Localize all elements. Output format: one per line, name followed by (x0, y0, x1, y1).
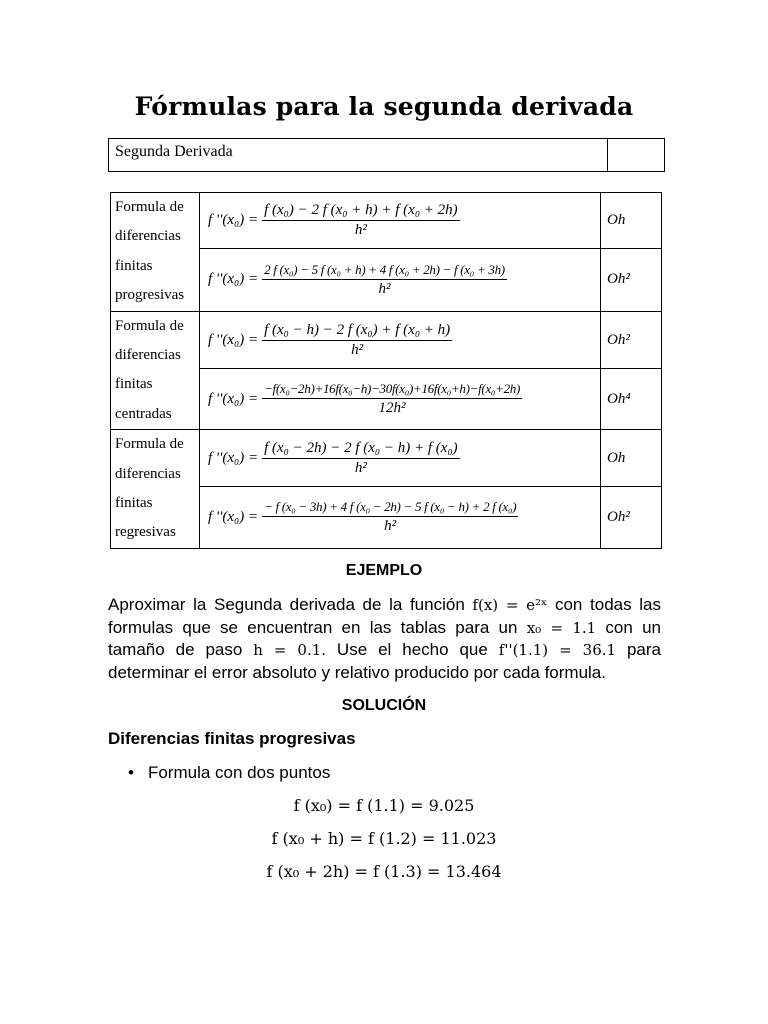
formula-numerator: − f (x₀ − 3h) + 4 f (x₀ − 2h) − 5 f (x₀ − h) + 2 f (x₀) (262, 499, 518, 517)
formula-denominator: h² (354, 221, 367, 238)
formula-denominator: h² (384, 518, 397, 535)
formula-numerator: f (x₀ − 2h) − 2 f (x₀ − h) + f (x₀) (262, 440, 460, 459)
example-text: con un tamaño de paso (108, 617, 661, 659)
formula-numerator: 2 f (x₀) − 5 f (x₀ + h) + 4 f (x₀ + 2h) − f (x₀ + 3h) (262, 262, 507, 280)
formula-equation (208, 381, 600, 417)
example-text: Aproximar la Segunda derivada de la función (108, 595, 473, 614)
formula-table (110, 192, 662, 549)
formula-lhs: f ''(x₀) = (208, 449, 259, 466)
header-table (108, 138, 665, 172)
formula-numerator: f (x₀) − 2 f (x₀ + h) + f (x₀ + 2h) (262, 202, 460, 221)
formula-lhs: f ''(x₀) = (208, 271, 259, 288)
formula-row (111, 430, 662, 487)
formula-lhs: f ''(x₀) = (208, 508, 259, 525)
example-math: f(x) = e²ˣ (472, 596, 548, 614)
header-table-empty-cell (608, 139, 664, 171)
formula-lhs: f ''(x₀) = (208, 390, 259, 407)
header-table-label: Segunda Derivada (109, 139, 608, 171)
formula-cell (200, 430, 601, 487)
error-order: Oh⁴ (601, 369, 662, 430)
formula-equation (208, 499, 600, 535)
page-title: Fórmulas para la segunda derivada (134, 92, 634, 121)
example-paragraph (108, 594, 661, 684)
calc-line: f (x₀ + 2h) = f (1.3) = 13.464 (266, 862, 502, 881)
example-math: h = 0.1 (253, 641, 322, 659)
formula-denominator: h² (378, 280, 391, 297)
list-item (128, 763, 330, 783)
formula-row (111, 193, 662, 249)
example-math: f''(1.1) = 36.1 (498, 641, 617, 659)
formula-equation (208, 322, 600, 359)
formula-denominator: h² (351, 341, 364, 358)
formula-fraction (262, 262, 507, 298)
solution-heading: SOLUCIÓN (341, 697, 427, 714)
example-text: . Use el hecho que (321, 640, 499, 659)
formula-fraction (262, 202, 460, 239)
group-label-regresivas: Formula de diferencias finitas regresivas (111, 430, 200, 549)
formula-lhs: f ''(x₀) = (208, 211, 259, 228)
formula-cell (200, 193, 601, 249)
formula-cell (200, 369, 601, 430)
group-label-centradas: Formula de diferencias finitas centradas (111, 311, 200, 430)
calc-line: f (x₀ + h) = f (1.2) = 11.023 (271, 829, 497, 848)
error-order: Oh (601, 430, 662, 487)
example-text: para determinar el error absoluto y relativo producido por cada formula. (108, 640, 661, 682)
group-label-progresivas: Formula de diferencias finitas progresivas (111, 193, 200, 312)
formula-row (111, 311, 662, 369)
solution-subheading: Diferencias finitas progresivas (108, 729, 356, 748)
formula-cell (200, 311, 601, 369)
example-math: x₀ = 1.1 (526, 618, 597, 637)
calc-line: f (x₀) = f (1.1) = 9.025 (293, 796, 475, 815)
formula-fraction (262, 440, 460, 477)
formula-equation (208, 262, 600, 298)
formula-denominator: h² (354, 459, 367, 476)
formula-numerator: −f(x₀−2h)+16f(x₀−h)−30f(x₀)+16f(x₀+h)−f(x₀+2h) (262, 381, 522, 399)
error-order: Oh² (601, 487, 662, 549)
formula-lhs: f ''(x₀) = (208, 331, 259, 348)
example-heading: EJEMPLO (345, 562, 423, 579)
formula-numerator: f (x₀ − h) − 2 f (x₀) + f (x₀ + h) (262, 322, 452, 341)
formula-fraction (262, 322, 452, 359)
bullet-text: Formula con dos puntos (147, 763, 331, 782)
error-order: Oh² (601, 248, 662, 311)
formula-equation (208, 440, 600, 477)
formula-fraction (262, 381, 522, 417)
formula-fraction (262, 499, 518, 535)
error-order: Oh (601, 193, 662, 249)
example-text: con todas las formulas que se encuentran en las tablas para un (108, 595, 661, 637)
error-order: Oh² (601, 311, 662, 369)
formula-equation (208, 202, 600, 239)
formula-denominator: 12h² (378, 400, 406, 417)
formula-cell (200, 248, 601, 311)
formula-cell (200, 487, 601, 549)
bullet-dot-icon: • (128, 763, 134, 782)
